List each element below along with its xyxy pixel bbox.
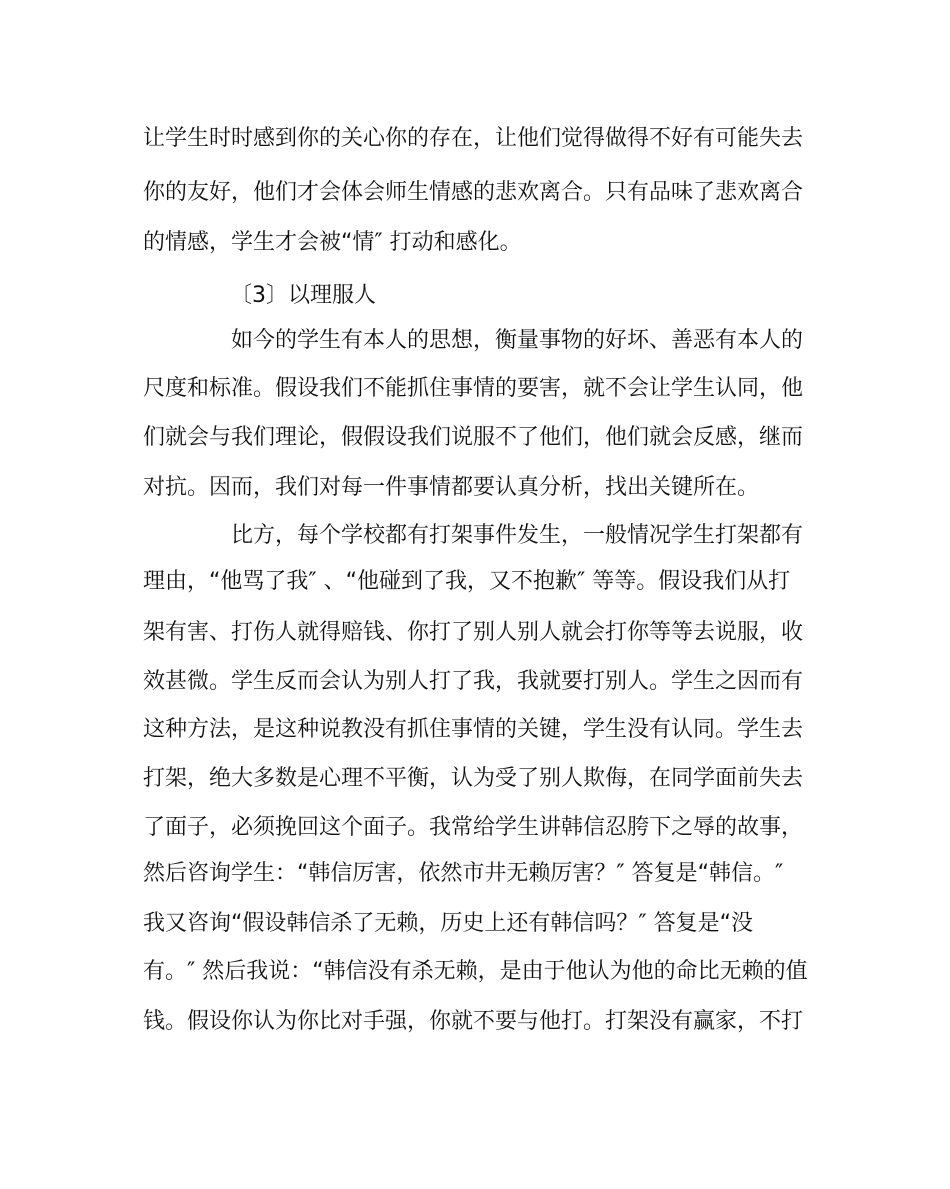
text-line: 这种方法，是这种说教没有抓住事情的关键，学生没有认同。学生去 bbox=[143, 717, 804, 742]
text-line: 让学生时时感到你的关心你的存在，让他们觉得做得不好有可能失去 bbox=[143, 126, 804, 151]
text-line: 的情感，学生才会被“情″ 打动和感化。 bbox=[143, 230, 522, 255]
text-line: 架有害、打伤人就得赔钱、你打了别人别人就会打你等等去说服，收 bbox=[143, 620, 804, 645]
text-line: 有。″ 然后我说：“韩信没有杀无赖，是由于他认为他的命比无赖的值 bbox=[143, 959, 808, 984]
text-line: 打架，绝大多数是心理不平衡，认为受了别人欺侮，在同学面前失去 bbox=[143, 766, 804, 791]
text-line: 效甚微。学生反而会认为别人打了我，我就要打别人。学生之因而有 bbox=[143, 669, 804, 694]
text-line: 我又咨询“假设韩信杀了无赖，历史上还有韩信吗？″ 答复是“没 bbox=[143, 911, 754, 936]
section-heading: 〔3〕以理服人 bbox=[230, 283, 376, 308]
text-line: 钱。假设你认为你比对手强，你就不要与他打。打架没有赢家，不打 bbox=[143, 1009, 804, 1034]
text-line: 理由，“他骂了我″ 、“他碰到了我，又不抱歉″ 等等。假设我们从打 bbox=[143, 569, 791, 594]
text-line: 尺度和标准。假设我们不能抓住事情的要害，就不会让学生认同，他 bbox=[143, 376, 804, 401]
paragraph-first-line: 比方，每个学校都有打架事件发生，一般情况学生打架都有 bbox=[231, 523, 804, 548]
text-line: 对抗。因而，我们对每一件事情都要认真分析，找出关键所在。 bbox=[143, 475, 760, 500]
text-line: 你的友好，他们才会体会师生情感的悲欢离合。只有品味了悲欢离合 bbox=[143, 180, 804, 205]
text-line: 了面子，必须挽回这个面子。我常给学生讲韩信忍胯下之辱的故事， bbox=[143, 815, 804, 840]
text-line: 们就会与我们理论，假假设我们说服不了他们，他们就会反感，继而 bbox=[143, 425, 804, 450]
text-line: 然后咨询学生：“韩信厉害，依然市井无赖厉害？″ 答复是“韩信。″ bbox=[143, 861, 784, 886]
paragraph-first-line: 如今的学生有本人的思想，衡量事物的好坏、善恶有本人的 bbox=[231, 328, 804, 353]
